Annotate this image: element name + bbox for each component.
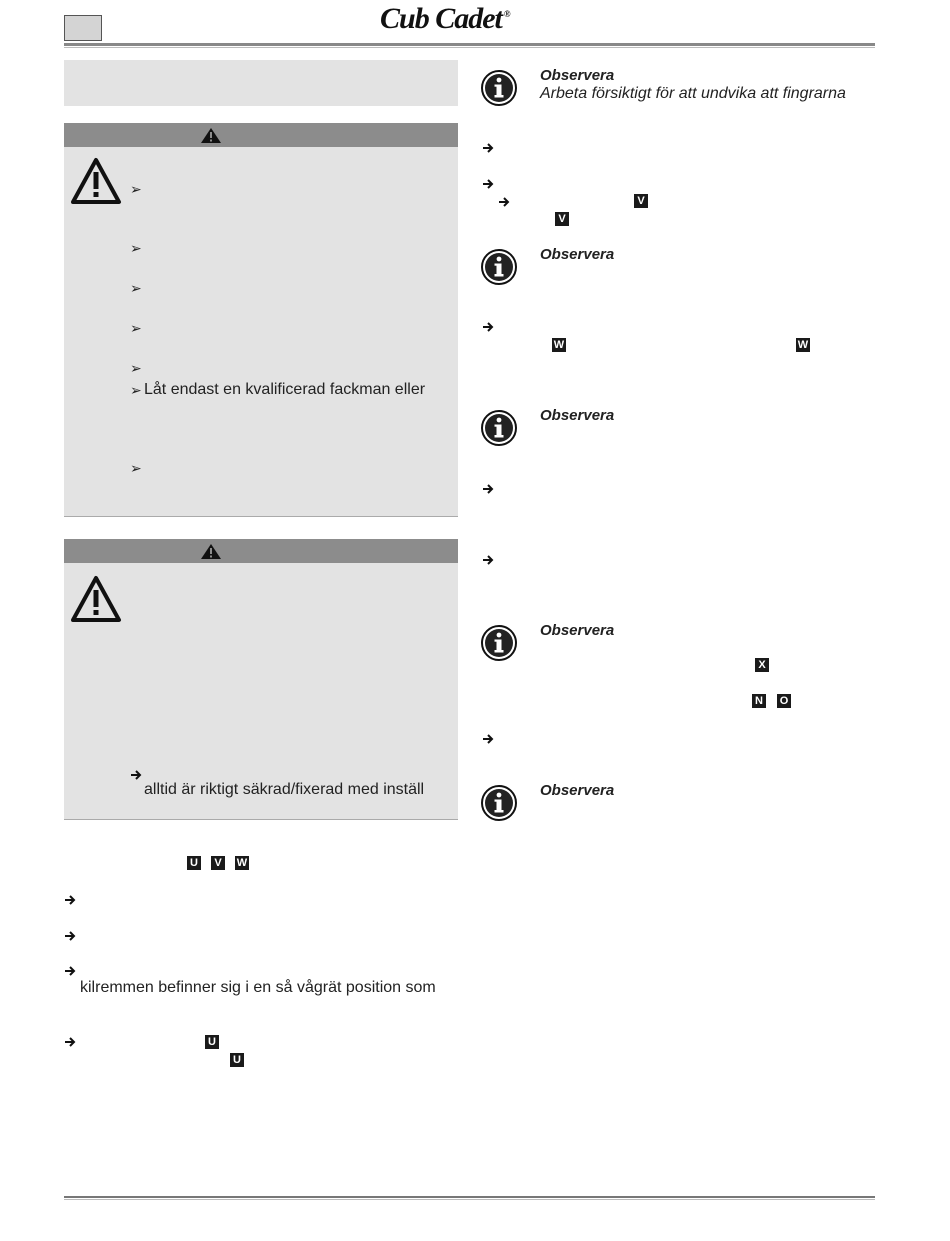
- arrow-right-icon: [482, 143, 494, 153]
- note-label: Observera: [540, 622, 615, 639]
- footer-rule-thin: [64, 1199, 875, 1200]
- figure-ref-badge: W: [797, 339, 809, 351]
- bullet-icon: ➢: [130, 280, 142, 296]
- arrow-right-icon: [482, 734, 494, 744]
- note-label: Observera: [540, 407, 615, 424]
- figure-ref-badge: U: [187, 856, 201, 870]
- warning-triangle-icon: [70, 575, 122, 623]
- note-text: Arbeta försiktigt för att undvika att fingrarna: [540, 85, 846, 102]
- arrow-right-icon: [64, 966, 76, 976]
- info-icon: [481, 410, 517, 446]
- note-label: Observera: [540, 782, 615, 799]
- warning-box-header: [64, 539, 458, 563]
- bullet-icon: ➢: [130, 460, 142, 476]
- figure-ref-badge: X: [755, 658, 769, 672]
- warning-box-1: [64, 123, 458, 517]
- arrow-right-icon: [64, 931, 76, 941]
- note-label: Observera: [540, 67, 615, 84]
- arrow-right-icon: [482, 484, 494, 494]
- figure-ref-badge: U: [230, 1053, 244, 1067]
- bullet-icon: ➢: [130, 382, 142, 398]
- arrow-right-icon: [482, 322, 494, 332]
- bullet-icon: ➢: [130, 320, 142, 336]
- arrow-right-icon: [64, 1037, 76, 1047]
- bullet-icon: ➢: [130, 240, 142, 256]
- arrow-right-icon: [130, 770, 142, 780]
- body-text: kilremmen befinner sig i en så vågrät position som: [80, 979, 436, 996]
- header-rule: [64, 43, 875, 46]
- warning-box-header: [64, 123, 458, 147]
- note-label: Observera: [540, 246, 615, 263]
- arrow-right-icon: [482, 555, 494, 565]
- warning-box-2: [64, 539, 458, 820]
- footer-rule: [64, 1196, 875, 1198]
- figure-ref-badge: O: [777, 694, 791, 708]
- figure-ref-badge: V: [634, 194, 648, 208]
- section-heading-banner: [64, 60, 458, 106]
- info-icon: [481, 785, 517, 821]
- arrow-right-icon: [498, 197, 510, 207]
- figure-ref-badge: U: [205, 1035, 219, 1049]
- arrow-right-icon: [482, 179, 494, 189]
- bullet-icon: ➢: [130, 181, 142, 197]
- bullet-icon: ➢: [130, 360, 142, 376]
- figure-ref-badge: V: [211, 856, 225, 870]
- figure-ref-badge: N: [752, 694, 766, 708]
- figure-ref-badge: V: [555, 212, 569, 226]
- arrow-right-icon: [64, 895, 76, 905]
- warning-text: Låt endast en kvalificerad fackman eller: [144, 381, 426, 398]
- info-icon: [481, 625, 517, 661]
- brand-logo: Cub Cadet ®: [380, 2, 510, 35]
- figure-ref-badge: W: [553, 339, 565, 351]
- warning-triangle-icon: [200, 543, 222, 560]
- warning-triangle-icon: [70, 157, 122, 205]
- page-number-box: [64, 15, 102, 41]
- info-icon: [481, 249, 517, 285]
- info-icon: [481, 70, 517, 106]
- figure-ref-badge: W: [236, 857, 248, 869]
- header-rule-thin: [64, 47, 875, 48]
- warning-text: alltid är riktigt säkrad/fixerad med inställ: [144, 781, 425, 798]
- warning-triangle-icon: [200, 127, 222, 144]
